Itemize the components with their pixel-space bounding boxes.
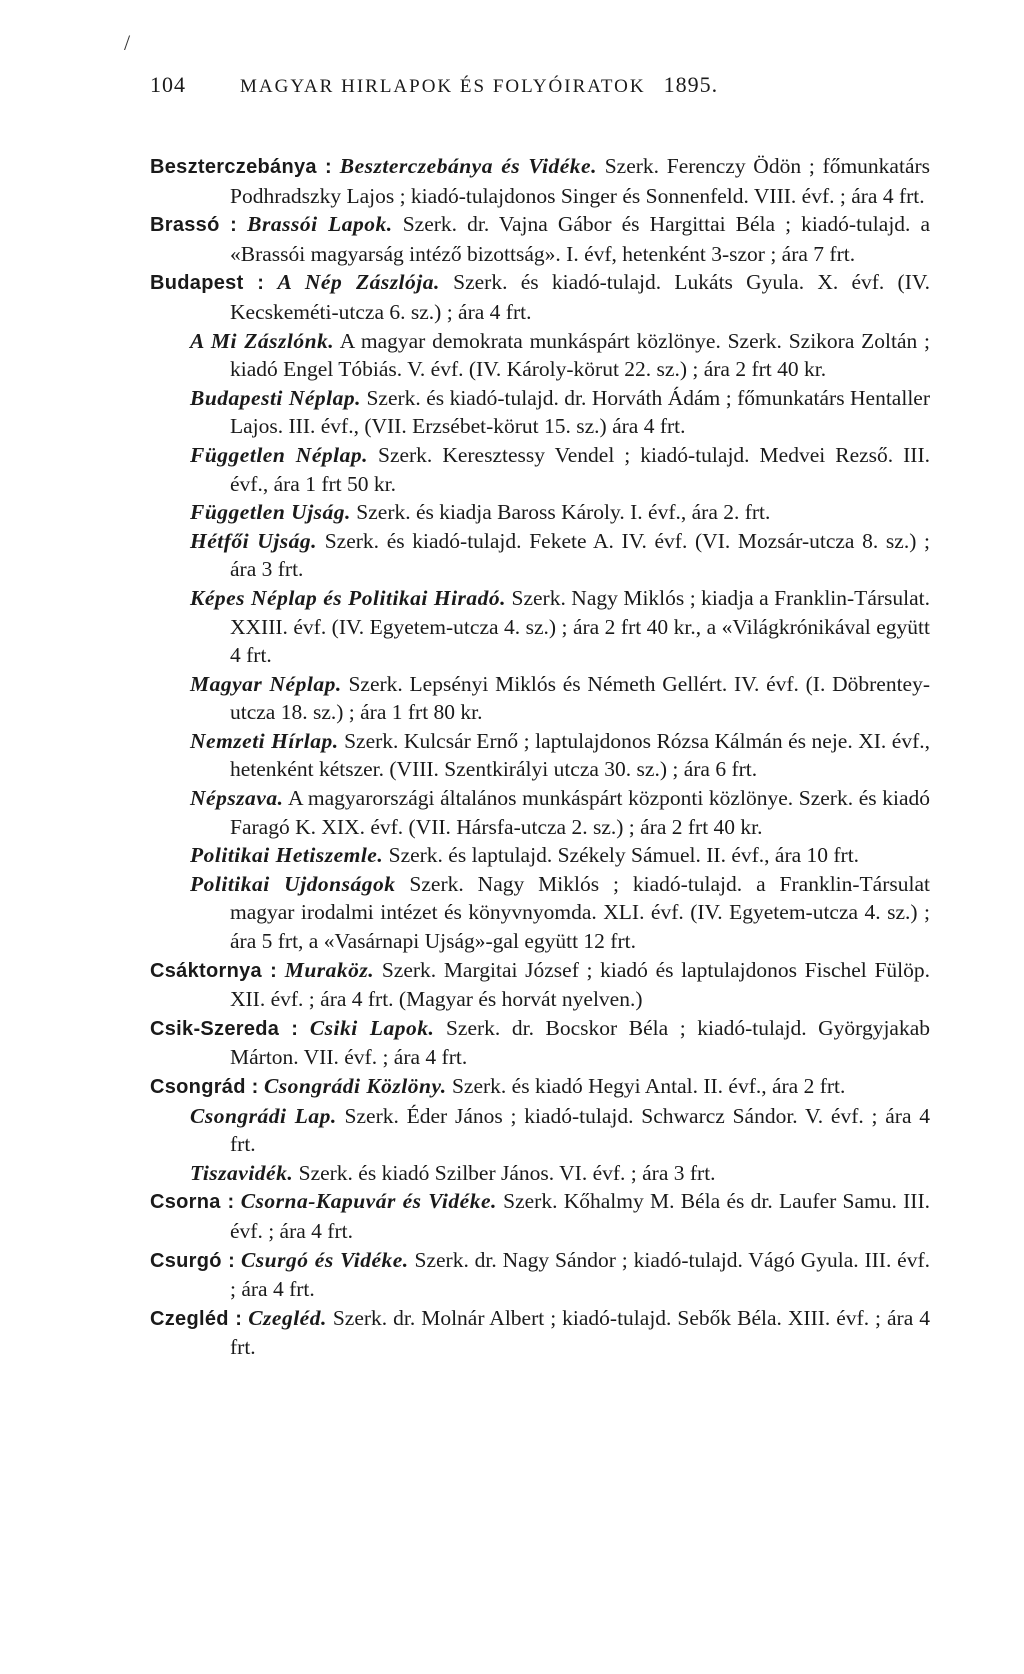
- directory-entry: [150, 268, 930, 326]
- entry-title: Csurgó és Vidéke.: [240, 1247, 409, 1272]
- entry-place: Csáktornya :: [150, 959, 278, 982]
- entry-title: Független Ujság.: [190, 500, 351, 525]
- entry-title: Czegléd.: [248, 1305, 327, 1330]
- entry-title: A Nép Zászlója.: [277, 270, 440, 295]
- entry-text: Szerk. Keresztessy Vendel ; kiadó-tulajd. Medvei Rezső. III. évf., ára 1 frt 50 kr.: [230, 442, 931, 496]
- entry-text: A magyar demokrata munkáspárt közlönye. Szerk. Szikora Zoltán ; kiadó Engel Tóbiás. V. évf. (IV. Károly-körut 22. sz.) ; ára 2 frt 40 kr.: [230, 328, 930, 382]
- entry-text: Szerk. Nagy Miklós ; kiadja a Franklin-Társulat. XXIII. évf. (IV. Egyetem-utcza 4. sz.) ; ára 2 frt 40 kr., a «Világkrónikával együtt 4 frt.: [230, 585, 931, 668]
- directory-entry: [150, 841, 930, 870]
- directory-entry: [150, 210, 930, 268]
- entry-place: Beszterczebánya :: [150, 156, 332, 178]
- directory-entry: [150, 498, 930, 527]
- running-title: MAGYAR HIRLAPOK ÉS FOLYÓIRATOK: [240, 76, 646, 97]
- directory-entry: [150, 784, 930, 841]
- directory-entries: [150, 152, 930, 1362]
- entry-text: Szerk. és kiadó-tulajd. dr. Horváth Ádám ; főmunkatárs Hentaller Lajos. III. évf., (VII. Erzsébet-körut 15. sz.) ára 4 frt.: [230, 385, 931, 439]
- entry-title: Csorna-Kapuvár és Vidéke.: [240, 1189, 497, 1214]
- entry-text: Szerk. dr. Vajna Gábor és Hargittai Béla ; kiadó-tulajd. a «Brassói magyarság intéző bizottság». I. évf, hetenként 3-szor ; ára 7 frt.: [230, 212, 931, 266]
- entry-title: Hétfői Ujság.: [190, 528, 318, 553]
- entry-text: Szerk. és laptulajd. Székely Sámuel. II. évf., ára 10 frt.: [388, 843, 860, 868]
- directory-entry: [150, 1304, 930, 1362]
- directory-entry: [150, 727, 930, 784]
- entry-text: Szerk. Kőhalmy M. Béla és dr. Laufer Samu. III. évf. ; ára 4 frt.: [230, 1189, 930, 1243]
- entry-text: Szerk. dr. Bocskor Béla ; kiadó-tulajd. Györgyjakab Márton. VII. évf. ; ára 4 frt.: [230, 1015, 931, 1070]
- entry-place: Csorna :: [150, 1191, 235, 1214]
- directory-entry: [150, 1072, 930, 1102]
- entry-title: Csongrádi Lap.: [190, 1103, 337, 1128]
- entry-text: Szerk. és kiadja Baross Károly. I. évf., ára 2. frt.: [356, 500, 771, 525]
- entry-text: Szerk. és kiadó-tulajd. Lukáts Gyula. X. évf. (IV. Kecskeméti-utcza 6. sz.) ; ára 4 frt.: [230, 270, 930, 324]
- directory-entry: [150, 1159, 930, 1188]
- directory-entry: [150, 1014, 930, 1072]
- entry-title: A Mi Zászlónk.: [190, 328, 335, 353]
- entry-text: Szerk. Lepsényi Miklós és Németh Gellért. IV. évf. (I. Döbrentey-utcza 18. sz.) ; ára 1 frt 80 kr.: [230, 671, 930, 725]
- corner-mark: /: [124, 30, 131, 55]
- entry-title: Magyar Néplap.: [190, 671, 342, 696]
- directory-entry: [150, 1246, 930, 1304]
- entry-title: Muraköz.: [284, 957, 375, 982]
- entry-text: Szerk. Kulcsár Ernő ; laptulajdonos Rózsa Kálmán és neje. XI. évf., hetenként kétszer. (VIII. Szentkirályi utcza 30. sz.) ; ára 6 frt.: [230, 728, 930, 782]
- entry-text: Szerk. dr. Nagy Sándor ; kiadó-tulajd. Vágó Gyula. III. évf. ; ára 4 frt.: [230, 1247, 931, 1302]
- running-title-year: 1895.: [663, 72, 719, 97]
- page-header: [150, 72, 930, 98]
- entry-place: Csurgó :: [150, 1249, 236, 1272]
- entry-title: Nemzeti Hírlap.: [190, 728, 339, 753]
- page-number: 104: [150, 72, 186, 97]
- directory-entry: [150, 670, 930, 727]
- directory-entry: [150, 584, 930, 670]
- entry-text: A magyarországi általános munkáspárt központi közlönye. Szerk. és kiadó Faragó K. XIX. évf. (VII. Hársfa-utcza 2. sz.) ; ára 2 frt 40 kr.: [230, 786, 930, 839]
- entry-text: Szerk. és kiadó Szilber János. VI. évf. ; ára 3 frt.: [298, 1160, 716, 1185]
- entry-text: Szerk. Nagy Miklós ; kiadó-tulajd. a Franklin-Társulat magyar irodalmi intézet és könyvnyomda. XLI. évf. (IV. Egyetem-utcza 4. sz.) ; ára 5 frt, a «Vasárnapi Ujság»-gal együtt 12 frt.: [230, 871, 930, 954]
- entry-title: Csongrádi Közlöny.: [263, 1074, 447, 1098]
- entry-text: Szerk. Margitai József ; kiadó és laptulajdonos Fischel Fülöp. XII. évf. ; ára 4 frt. (Magyar és horvát nyelven.): [230, 957, 931, 1012]
- entry-title: Tiszavidék.: [190, 1160, 294, 1185]
- entry-text: Szerk. dr. Molnár Albert ; kiadó-tulajd. Sebők Béla. XIII. évf. ; ára 4 frt.: [230, 1305, 930, 1360]
- entry-place: Czegléd :: [150, 1307, 243, 1330]
- entry-title: Csiki Lapok.: [309, 1015, 435, 1040]
- entry-place: Csik-Szereda :: [150, 1017, 299, 1040]
- directory-entry: [150, 441, 930, 498]
- entry-title: Budapesti Néplap.: [190, 385, 362, 410]
- entry-place: Csongrád :: [150, 1076, 259, 1098]
- entry-text: Szerk. és kiadó-tulajd. Fekete A. IV. évf. (VI. Mozsár-utcza 8. sz.) ; ára 3 frt.: [230, 528, 930, 582]
- entry-title: Brassói Lapok.: [247, 212, 393, 237]
- entry-title: Független Néplap.: [190, 442, 368, 467]
- directory-entry: [150, 152, 930, 210]
- directory-entry: [150, 384, 930, 441]
- entry-place: Budapest :: [150, 272, 265, 295]
- directory-entry: [150, 1102, 930, 1159]
- directory-entry: [150, 527, 930, 584]
- entry-place: Brassó :: [150, 214, 238, 237]
- entry-title: Képes Néplap és Politikai Hiradó.: [190, 585, 507, 610]
- entry-text: Szerk. Éder János ; kiadó-tulajd. Schwarcz Sándor. V. évf. ; ára 4 frt.: [230, 1103, 931, 1157]
- entry-title: Politikai Ujdonságok: [190, 871, 396, 896]
- entry-text: Szerk. és kiadó Hegyi Antal. II. évf., ára 2 frt.: [451, 1074, 846, 1098]
- directory-entry: [150, 1187, 930, 1245]
- entry-title: Beszterczebánya és Vidéke.: [339, 154, 597, 178]
- directory-entry: [150, 327, 930, 384]
- entry-text: Szerk. Ferenczy Ödön ; főmunkatárs Podhradszky Lajos ; kiadó-tulajdonos Singer és Sonnenfeld. VIII. évf. ; ára 4 frt.: [230, 154, 931, 208]
- entry-title: Politikai Hetiszemle.: [190, 843, 384, 868]
- directory-entry: [150, 870, 930, 956]
- directory-entry: [150, 956, 930, 1014]
- entry-title: Népszava.: [190, 786, 284, 811]
